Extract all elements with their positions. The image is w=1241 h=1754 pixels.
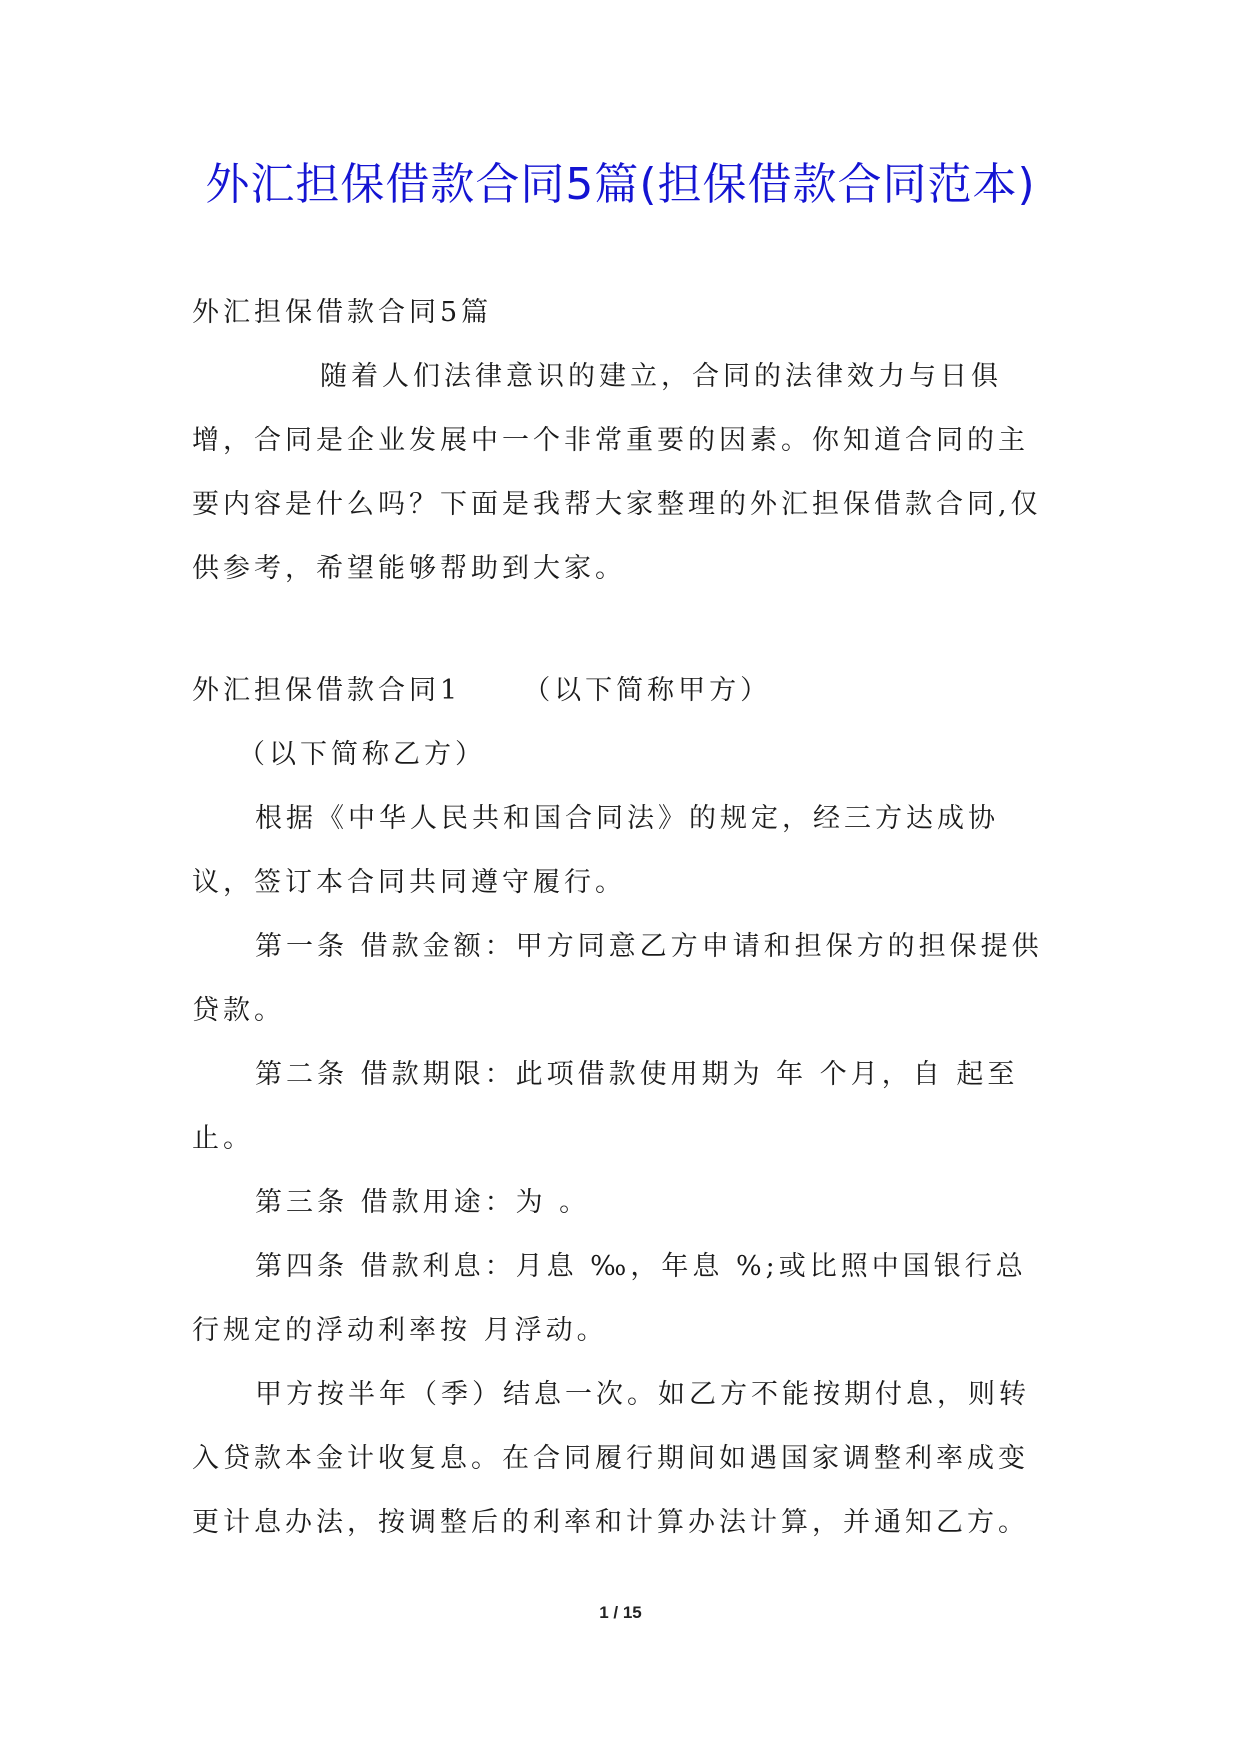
- contract-heading-line: [192, 659, 1054, 723]
- party-a-label: （以下简称甲方）: [523, 675, 772, 706]
- document-body: [192, 281, 1054, 1555]
- document-title: 外汇担保借款合同5篇(担保借款合同范本): [205, 159, 1036, 210]
- article-3-paragraph: 第三条 借款用途：为 。: [255, 1187, 591, 1218]
- article-4-paragraph: 第四条 借款利息：月息 ‰，年息 %;或比照中国银行总行规定的浮动利率按 月浮动。: [192, 1251, 1027, 1346]
- contract-heading: 外汇担保借款合同1: [192, 675, 462, 706]
- article-1-paragraph: 第一条 借款金额：甲方同意乙方申请和担保方的担保提供贷款。: [192, 931, 1043, 1026]
- article-2-paragraph: 第二条 借款期限：此项借款使用期为 年 个月，自 起至 止。: [192, 1059, 1019, 1154]
- interest-paragraph: 甲方按半年（季）结息一次。如乙方不能按期付息，则转入贷款本金计收复息。在合同履行期间如遇国家调整利率成变更计息办法，按调整后的利率和计算办法计算，并通知乙方。: [192, 1379, 1030, 1538]
- preamble-paragraph: 根据《中华人民共和国合同法》的规定，经三方达成协议，签订本合同共同遵守履行。: [192, 803, 999, 898]
- subtitle-paragraph: 外汇担保借款合同5篇: [192, 297, 493, 328]
- intro-paragraph: 随着人们法律意识的建立，合同的法律效力与日俱增，合同是企业发展中一个非常重要的因素。你知道合同的主要内容是什么吗？下面是我帮大家整理的外汇担保借款合同,仅供参考，希望能够帮助到大家。: [192, 361, 1042, 584]
- page-number: 1 / 15: [599, 1603, 642, 1622]
- party-b-label: （以下简称乙方）: [238, 739, 486, 770]
